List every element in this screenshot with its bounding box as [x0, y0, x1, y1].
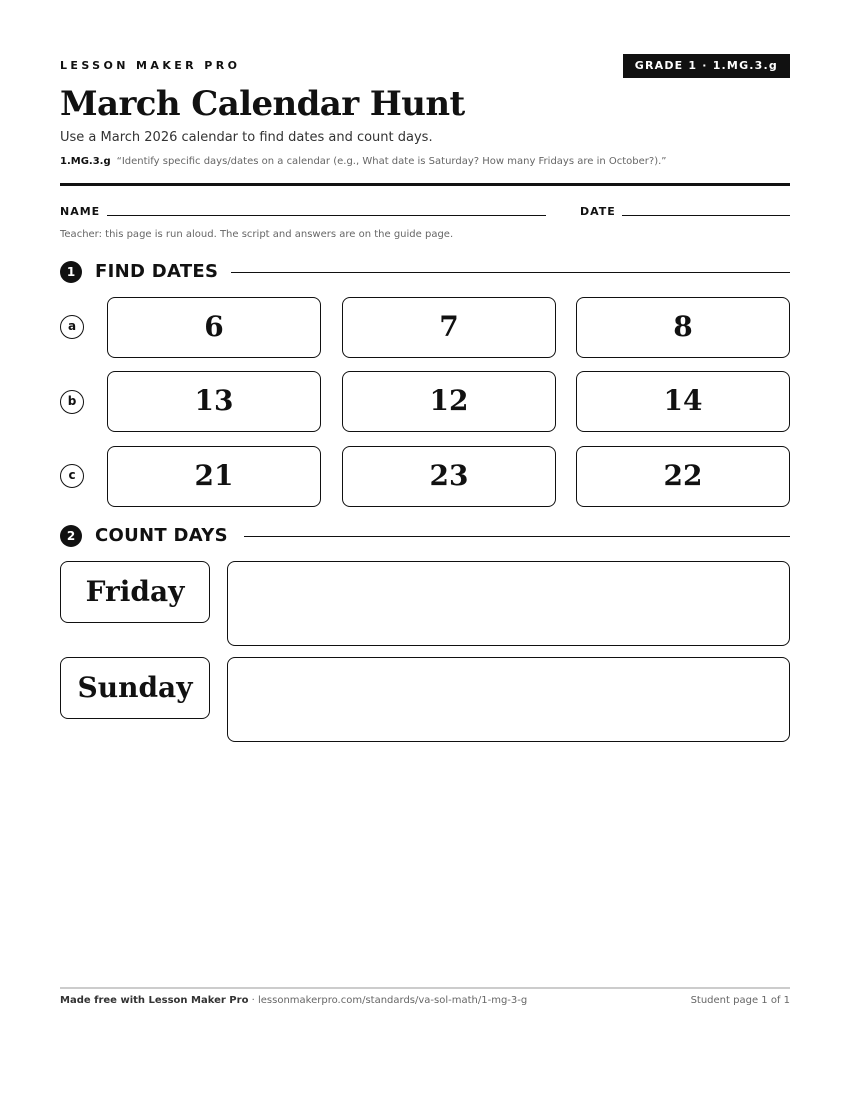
standard-text: “Identify specific days/dates on a calendar (e.g., What date is Saturday? How many Fridays are in October?).” — [116, 156, 667, 167]
grade-badge: GRADE 1 · 1.MG.3.g — [623, 54, 790, 78]
brand-name: LESSON MAKER PRO — [60, 59, 241, 72]
header-divider — [60, 183, 790, 186]
day-label-friday: Friday — [60, 561, 210, 623]
date-option-c2[interactable]: 23 — [342, 446, 556, 507]
section-find-dates-header — [60, 260, 790, 284]
date-label: DATE — [580, 205, 616, 218]
date-option-b1[interactable]: 13 — [107, 371, 321, 432]
footer-url: · lessonmakerpro.com/standards/va-sol-math/1-mg-3-g — [251, 995, 528, 1006]
section-rule — [244, 536, 790, 537]
section-title: COUNT DAYS — [95, 525, 228, 546]
footer-page-label: Student page 1 of 1 — [690, 995, 790, 1006]
teacher-note: Teacher: this page is run aloud. The script and answers are on the guide page. — [60, 229, 454, 240]
answer-box-sunday[interactable] — [227, 657, 790, 742]
date-option-a1[interactable]: 6 — [107, 297, 321, 358]
page-title: March Calendar Hunt — [60, 84, 465, 124]
name-field[interactable] — [107, 215, 546, 216]
date-option-b2[interactable]: 12 — [342, 371, 556, 432]
standard-description — [60, 156, 666, 167]
name-label: NAME — [60, 205, 101, 218]
section-count-days-header — [60, 524, 790, 548]
section-number-badge: 2 — [60, 525, 82, 547]
footer-made-with: Made free with Lesson Maker Pro — [60, 995, 249, 1006]
row-letter-c: c — [60, 464, 84, 488]
date-option-b3[interactable]: 14 — [576, 371, 790, 432]
row-letter-a: a — [60, 315, 84, 339]
date-option-c1[interactable]: 21 — [107, 446, 321, 507]
answer-box-friday[interactable] — [227, 561, 790, 646]
day-label-sunday: Sunday — [60, 657, 210, 719]
section-number-badge: 1 — [60, 261, 82, 283]
footer-credit — [60, 995, 527, 1006]
section-title: FIND DATES — [95, 261, 219, 282]
section-rule — [231, 272, 790, 273]
standard-code: 1.MG.3.g — [60, 156, 111, 167]
row-letter-b: b — [60, 390, 84, 414]
worksheet-page — [60, 0, 790, 1100]
date-option-a3[interactable]: 8 — [576, 297, 790, 358]
date-field[interactable] — [622, 215, 790, 216]
page-subtitle: Use a March 2026 calendar to find dates and count days. — [60, 130, 433, 145]
date-option-c3[interactable]: 22 — [576, 446, 790, 507]
footer-divider — [60, 987, 790, 989]
date-option-a2[interactable]: 7 — [342, 297, 556, 358]
